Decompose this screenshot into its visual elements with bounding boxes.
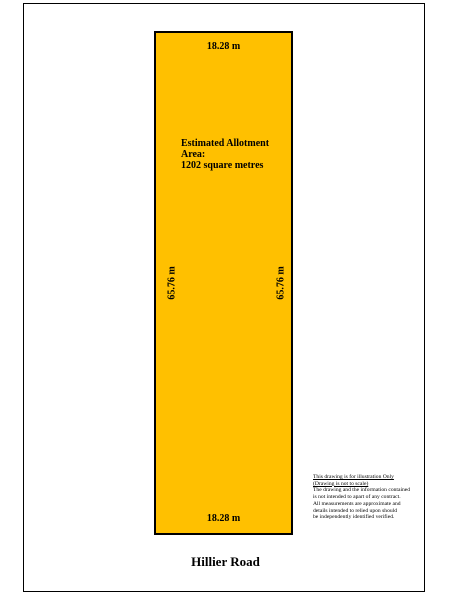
- area-label-line-2: Area:: [181, 149, 206, 160]
- disclaimer-line: The drawing and the information contained: [313, 487, 411, 494]
- disclaimer-line: is not intended to apart of any contract.: [313, 494, 401, 501]
- area-label: [181, 138, 269, 171]
- road-name: Hillier Road: [191, 554, 260, 569]
- disclaimer-line: details intended to relied upon should: [313, 507, 398, 514]
- dimension-top: 18.28 m: [206, 41, 241, 52]
- allotment-plot: [154, 31, 293, 535]
- disclaimer-line: (Drawing is not to scale): [313, 480, 369, 487]
- dimension-right: 65.76 m: [275, 266, 287, 300]
- area-label-line-3: 1202 square metres: [181, 160, 264, 171]
- disclaimer-line: This drawing is for illustration Only: [313, 474, 394, 480]
- area-label-line-1: Estimated Allotment: [181, 138, 270, 149]
- disclaimer-line: All measurements are approximate and: [313, 500, 401, 507]
- disclaimer-line: be independently identified verified.: [313, 514, 395, 521]
- dimension-left: 65.76 m: [166, 266, 178, 300]
- disclaimer-note: [313, 474, 410, 521]
- dimension-bottom: 18.28 m: [206, 513, 241, 524]
